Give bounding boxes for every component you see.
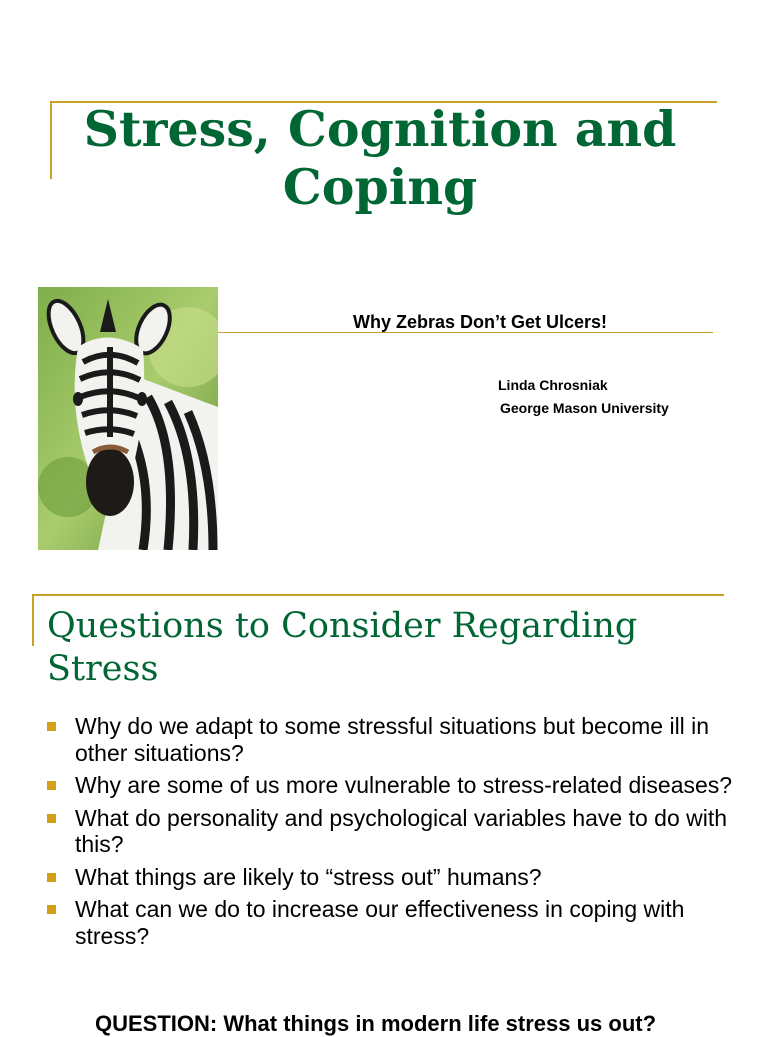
square-bullet-icon [47,905,56,914]
discussion-question: QUESTION: What things in modern life stress us out? [95,1011,657,1036]
bullet-item [47,805,737,858]
title-rule-left [32,594,34,646]
bullet-item [47,864,737,891]
slide-title: Questions to Consider Regarding Stress [47,606,638,689]
square-bullet-icon [47,814,56,823]
author-affiliation: George Mason University [500,400,669,416]
bullet-item [47,896,737,949]
bullet-list [47,713,737,955]
bullet-text: Why are some of us more vulnerable to stress-related diseases? [75,772,733,798]
zebra-photo [38,287,218,550]
slide-title: Stress, Cognition and Coping [83,100,677,216]
bullet-item [47,713,737,766]
bullet-text: What can we do to increase our effectiveness in coping with stress? [75,896,685,949]
square-bullet-icon [47,781,56,790]
bullet-text: What do personality and psychological variables have to do with this? [75,804,728,857]
author-name: Linda Chrosniak [498,377,608,393]
title-rule-left [50,101,52,179]
bullet-item [47,772,737,799]
square-bullet-icon [47,873,56,882]
slide-2 [0,585,768,1036]
slide-subtitle: Why Zebras Don’t Get Ulcers! [352,312,608,332]
title-rule [32,594,724,596]
square-bullet-icon [47,722,56,731]
bullet-text: What things are likely to “stress out” humans? [75,863,542,890]
bullet-text: Why do we adapt to some stressful situations but become ill in other situations? [75,713,710,766]
